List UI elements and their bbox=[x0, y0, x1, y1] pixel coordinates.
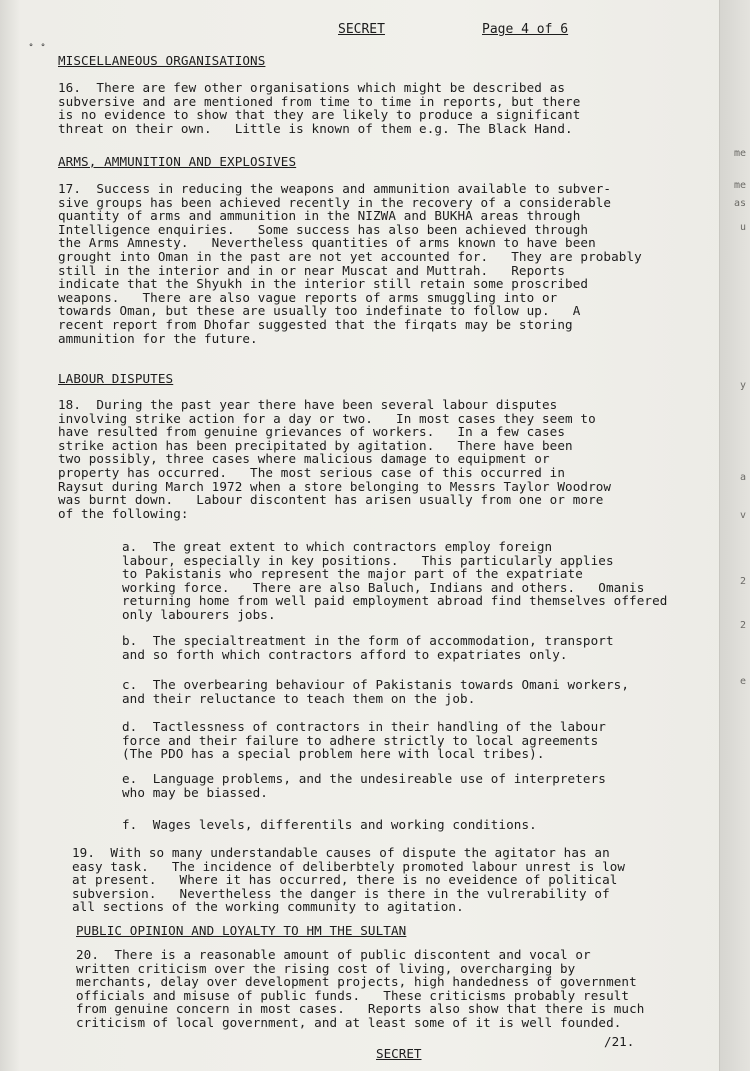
margin-mark: 2 bbox=[739, 620, 746, 631]
heading-misc-organisations: MISCELLANEOUS ORGANISATIONS bbox=[58, 53, 266, 68]
paragraph-18c: c. The overbearing behaviour of Pakistanis towards Omani workers, and their reluctance to teach them on the job. bbox=[122, 677, 630, 706]
adjacent-page-edge bbox=[719, 0, 750, 1071]
footer-classification: SECRET bbox=[376, 1046, 422, 1061]
page-number: Page 4 of 6 bbox=[482, 22, 569, 37]
margin-mark: y bbox=[739, 380, 746, 391]
paragraph-18b: b. The specialtreatment in the form of accommodation, transport and so forth which contractors afford to expatriates only. bbox=[122, 633, 614, 662]
margin-mark: 2 bbox=[739, 576, 746, 587]
margin-mark: v bbox=[739, 510, 746, 521]
paragraph-18e: e. Language problems, and the undesireable use of interpreters who may be biassed. bbox=[122, 771, 606, 800]
margin-mark: u bbox=[739, 222, 746, 233]
punch-marks: ˚ ˚ bbox=[28, 44, 47, 55]
margin-mark: me bbox=[733, 148, 746, 159]
margin-mark: a bbox=[739, 472, 746, 483]
heading-public-opinion: PUBLIC OPINION AND LOYALTY TO HM THE SULTAN bbox=[76, 923, 407, 938]
heading-labour-disputes: LABOUR DISPUTES bbox=[58, 371, 174, 386]
margin-mark: e bbox=[739, 676, 746, 687]
paragraph-19: 19. With so many understandable causes of dispute the agitator has an easy task. The incidence of deliberbtely promoted labour unrest is low at present. Where it has occurred, there is no eveidence of political subversion. Nevertheless the danger is there in the vulrerability of all sections of the working community to agitation. bbox=[72, 845, 626, 915]
paragraph-17: 17. Success in reducing the weapons and ammunition available to subver- sive groups has been achieved recently in the recovery of a considerable quantity of arms and ammunition in the NIZWA and BUKHA areas through Intelligence enquiries. Some success has also been achieved through the Arms Amnesty. Nevertheless quantities of arms known to have been grought into Oman in the past are not yet accounted for. They are probably still in the interior and in or near Muscat and Muttrah. Reports indicate that the Shyukh in the interior still retain some proscribed weapons. There are also vague reports of arms smuggling into or towards Oman, but these are usually too indefinate to follow up. A recent report from Dhofar suggested that the firqats may be storing ammunition for the future. bbox=[58, 181, 642, 346]
margin-mark: as bbox=[733, 198, 746, 209]
paragraph-20: 20. There is a reasonable amount of public discontent and vocal or written criticism over the rising cost of living, overcharging by merchants, delay over development projects, high handedness of government officials and misuse of public funds. These criticisms probably result from genuine concern in most cases. Reports also show that there is much criticism of local government, and at least some of it is well founded. bbox=[76, 947, 645, 1030]
header-classification: SECRET bbox=[338, 22, 385, 37]
paragraph-18d: d. Tactlessness of contractors in their handling of the labour force and their failure to adhere strictly to local agreements (The PDO has a special problem here with local tribes). bbox=[122, 719, 606, 762]
heading-arms: ARMS, AMMUNITION AND EXPLOSIVES bbox=[58, 154, 297, 169]
paragraph-16: 16. There are few other organisations which might be described as subversive and are mentioned from time to time in reports, but there is no evidence to show that they are likely to produce a significant threat on their own. Little is known of them e.g. The Black Hand. bbox=[58, 80, 581, 136]
paragraph-18: 18. During the past year there have been several labour disputes involving strike action for a day or two. In most cases they seem to have resulted from genuine grievances of workers. In a few cases strike action has been precipitated by agitation. There have been two possibly, three cases where malicious damage to equipment or property has occurred. The most serious case of this occurred in Raysut during March 1972 when a store belonging to Messrs Taylor Woodrow was burnt down. Labour discontent has arisen usually from one or more of the following: bbox=[58, 397, 612, 521]
continuation-marker: /21. bbox=[604, 1034, 635, 1049]
paragraph-18a: a. The great extent to which contractors employ foreign labour, especially in key positions. This particularly applies to Pakistanis who represent the major part of the expatriate working force. There are also Baluch, Indians and others. Omanis returning home from well paid employment abroad find themselves offered only labourers jobs. bbox=[122, 539, 668, 622]
page-header bbox=[0, 22, 720, 44]
paragraph-18f: f. Wages levels, differentils and working conditions. bbox=[122, 817, 537, 832]
margin-mark: me bbox=[733, 180, 746, 191]
